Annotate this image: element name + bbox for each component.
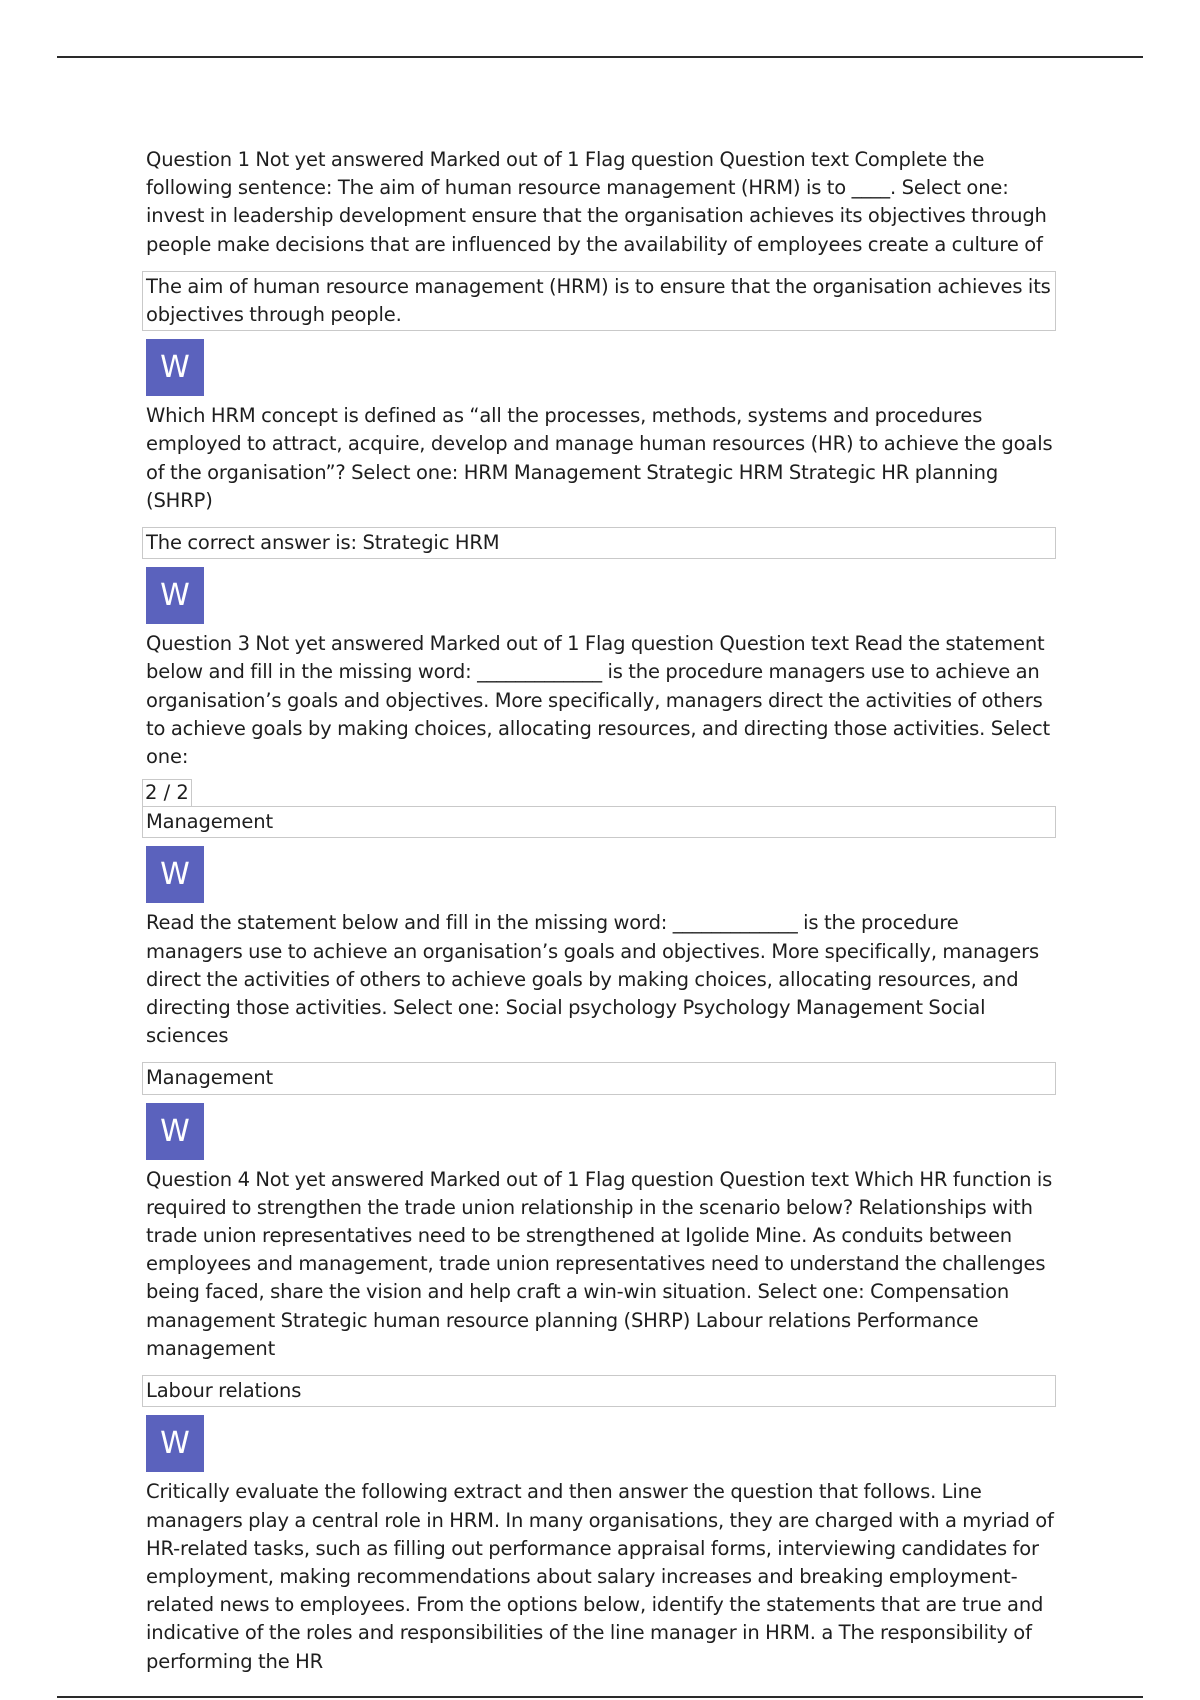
question-3b-text: Read the statement below and fill in the missing word: _____________ is the procedure managers use to achieve an organisation’s goals and objectives. More specifically, managers direct the activities of others to achieve goals by making choices, allocating resources, and directing those activities. Select one: Social psychology Psychology Management Social sciences [146,911,1040,1048]
question-2-text: Which HRM concept is defined as “all the processes, methods, systems and procedures employed to attract, acquire, develop and manage human resources (HR) to achieve the goals of the organisation”? Select one: HRM Management Strategic HRM Strategic HR planning (SHRP) [146,404,1053,512]
question-5-text: Critically evaluate the following extract and then answer the question that follows. Line managers play a central role in HRM. In many organisations, they are charged with a myriad of HR-related tasks, such as filling out performance appraisal forms, interviewing candidates for employment, making recommendations about salary increases and breaking employment-related news to employees. From the options below, identify the statements that are true and indicative of the roles and responsibilities of the line manager in HRM. a The responsibility of performing the HR [146,1480,1054,1673]
w-logo-icon: W [146,846,204,903]
w-logo-icon: W [146,339,204,396]
answer-4-box: Labour relations [142,1375,1056,1407]
question-3-text: Question 3 Not yet answered Marked out of 1 Flag question Question text Read the statement below and fill in the missing word: _____________ is the procedure managers use to achieve an organisation’s goals and objectives. More specifically, managers direct the activities of others to achieve goals by making choices, allocating resources, and directing those activities. Select one: [146,632,1051,769]
w-logo-icon: W [146,1415,204,1472]
bottom-rule [57,1696,1143,1698]
page-counter: 2 / 2 [142,779,192,806]
question-1-text: Question 1 Not yet answered Marked out of 1 Flag question Question text Complete the following sentence: The aim of human resource management (HRM) is to ____. Select one: invest in leadership development ensure that the organisation achieves its objectives through people make decisions that are influenced by the availability of employees create a culture of [146,148,1047,256]
answer-2-box: The correct answer is: Strategic HRM [142,527,1056,559]
w-logo-icon: W [146,1103,204,1160]
question-4-text: Question 4 Not yet answered Marked out of 1 Flag question Question text Which HR function is required to strengthen the trade union relationship in the scenario below? Relationships with trade union representatives need to be strengthened at Igolide Mine. As conduits between employees and management, trade union representatives need to understand the challenges being faced, share the vision and help craft a win-win situation. Select one: Compensation management Strategic human resource planning (SHRP) Labour relations Performance management [146,1167,1053,1360]
answer-3b-box: Management [142,1062,1056,1094]
answer-3-box: Management [142,806,1056,838]
answer-1-box: The aim of human resource management (HRM) is to ensure that the organisation achieves its objectives through people. [142,271,1056,331]
w-logo-icon: W [146,567,204,624]
document-body [146,146,1060,1688]
top-rule [57,56,1143,58]
